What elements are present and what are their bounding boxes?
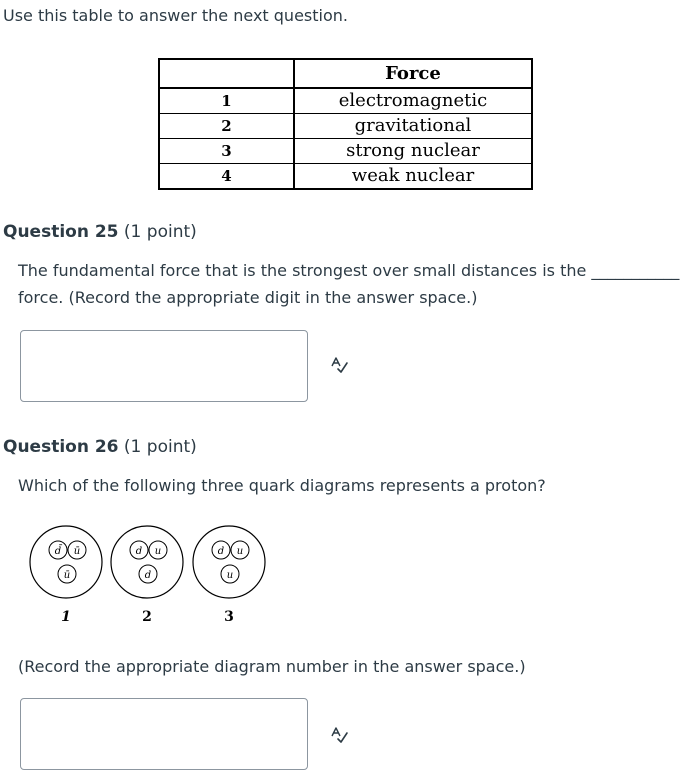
table-row <box>159 164 532 190</box>
diagram-number: 2 <box>142 609 152 625</box>
table-header-number <box>159 59 294 88</box>
table-cell-number: 1 <box>159 88 294 114</box>
question-25-title <box>3 222 197 242</box>
quark-label: ū <box>73 546 81 557</box>
table-cell-force: gravitational <box>294 114 532 139</box>
quark-diagram-3 <box>193 526 265 625</box>
table-row <box>159 114 532 139</box>
question-26-points: (1 point) <box>123 437 197 457</box>
question-25-label: Question 25 <box>3 222 119 242</box>
question-25-answer-input[interactable] <box>20 330 308 402</box>
question-25-points: (1 point) <box>123 222 197 242</box>
quark-label: d̄ <box>54 546 62 557</box>
quark-diagrams <box>28 520 273 630</box>
quark-label: ū <box>63 570 71 581</box>
table-row <box>159 88 532 114</box>
table-cell-number: 2 <box>159 114 294 139</box>
quark-diagram-1 <box>30 526 102 625</box>
quark-label: d <box>217 546 225 557</box>
spellcheck-icon[interactable] <box>329 725 349 745</box>
question-25-line-2: force. (Record the appropriate digit in the answer space.) <box>18 288 478 307</box>
force-table <box>158 58 533 190</box>
quark-label: u <box>154 546 162 557</box>
intro-text: Use this table to answer the next question. <box>3 6 348 25</box>
table-cell-number: 3 <box>159 139 294 164</box>
table-cell-number: 4 <box>159 164 294 190</box>
question-25-line-1: The fundamental force that is the strongest over small distances is the ___________ <box>18 261 680 280</box>
question-26-label: Question 26 <box>3 437 119 457</box>
quark-label: d <box>135 546 143 557</box>
quark-label: u <box>236 546 244 557</box>
table-row <box>159 139 532 164</box>
question-26-answer-input[interactable] <box>20 698 308 770</box>
table-cell-force: strong nuclear <box>294 139 532 164</box>
question-26-instruction: (Record the appropriate diagram number in the answer space.) <box>18 657 526 676</box>
question-25-text <box>18 257 678 311</box>
diagram-number: 1 <box>61 609 71 625</box>
question-26-title <box>3 437 197 457</box>
question-26-text: Which of the following three quark diagrams represents a proton? <box>18 476 546 495</box>
quark-label: u <box>226 570 234 581</box>
quark-diagram-2 <box>111 526 183 625</box>
table-header-force: Force <box>294 59 532 88</box>
quark-label: d <box>144 570 152 581</box>
spellcheck-icon[interactable] <box>329 355 349 375</box>
table-header-row <box>159 59 532 88</box>
table-cell-force: electromagnetic <box>294 88 532 114</box>
diagram-number: 3 <box>224 609 234 625</box>
table-cell-force: weak nuclear <box>351 165 475 186</box>
